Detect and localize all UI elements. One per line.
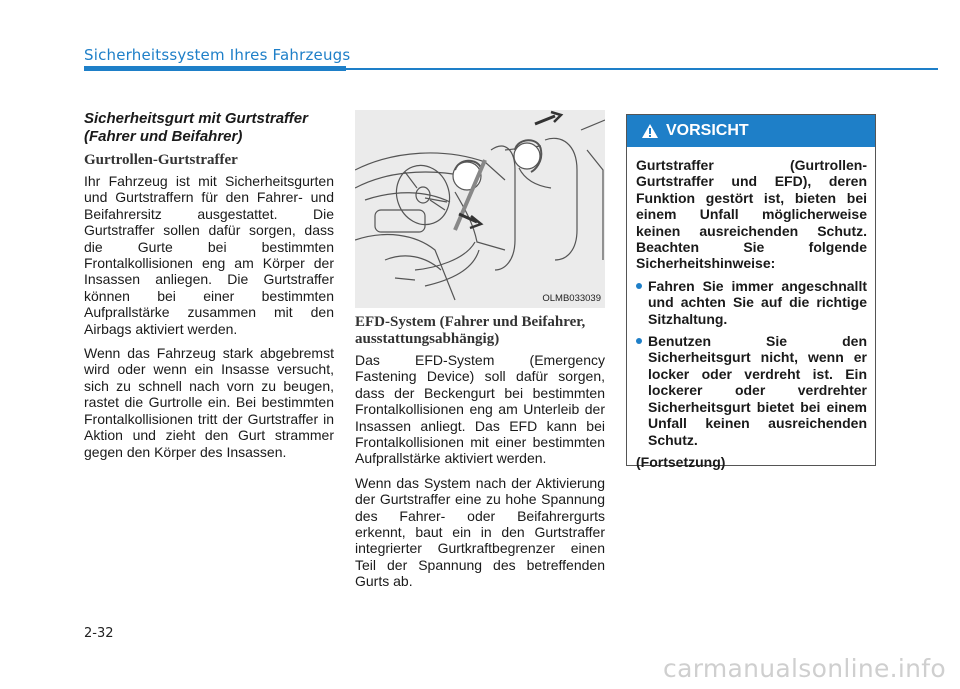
- page-number: 2-32: [84, 626, 114, 641]
- middle-paragraph-1: Das EFD-System (Emergency Fastening Device) soll dafür sorgen, dass der Beckengurt bei bestimmten Frontalkollisionen eng am Unterleib der Insassen anliegt. Das EFD kann bei Frontalkollisionen mit einer bestimmten Aufprallstärke aktiviert werden.: [355, 352, 605, 467]
- header-rule-thick: [84, 66, 346, 71]
- continued-note: (Fortsetzung): [636, 453, 726, 470]
- caution-list: [636, 278, 867, 448]
- caution-title: VORSICHT: [666, 122, 749, 139]
- pretensioner-heading: [84, 110, 334, 146]
- retractor-subheading: Gurtrollen-Gurtstraffer: [84, 152, 238, 168]
- middle-column: [355, 110, 605, 598]
- left-paragraph-2: Wenn das Fahrzeug stark abgebremst wird oder wenn ein Insasse versucht, sich zu schnell nach vorn zu beugen, rastet die Gurtrolle ein. Bei bestimmten Frontalkollisionen tritt der Gurtstraffer in Aktion und zieht den Gurt strammer gegen den Körper des Insassen.: [84, 345, 334, 460]
- pretensioner-heading-line2: (Fahrer und Beifahrer): [84, 128, 243, 145]
- figure-code: OLMB033039: [542, 293, 601, 304]
- left-paragraph-1: Ihr Fahrzeug ist mit Sicherheitsgurten und Gurtstraffern für den Fahrer- und Beifahrersitz ausgestattet. Die Gurtstraffer sollen dafür sorgen, dass die Gurte bei bestimmten Frontalkollisionen eng am Körper der Insassen anliegen. Die Gurtstraffer können bei einer bestimmten Aufprallstärke zusammen mit den Airbags aktiviert werden.: [84, 173, 334, 337]
- pretensioner-heading-line1: Sicherheitsgurt mit Gurtstraffer: [84, 110, 308, 127]
- left-column: [84, 110, 334, 468]
- watermark: carmanualsonline.info: [663, 654, 946, 683]
- header-rule-thin: [346, 68, 938, 70]
- car-interior-drawing: [355, 110, 605, 308]
- caution-body: [627, 147, 875, 470]
- caution-box: [626, 114, 876, 470]
- caution-bullet-1: Fahren Sie immer angeschnallt und achten Sie auf die richtige Sitzhaltung.: [636, 278, 867, 327]
- section-title: Sicherheitssystem Ihres Fahrzeugs: [84, 46, 351, 64]
- caution-header: [627, 115, 875, 147]
- warning-triangle-icon: [641, 123, 659, 139]
- caution-intro: Gurtstraffer (Gurtrollen-Gurtstraffer und EFD), deren Funktion gestört ist, bieten bei einem Unfall möglicherweise keinen ausreichenden Schutz. Beachten Sie folgende Sicherheitshinweise:: [636, 157, 867, 272]
- caution-bullet-2: Benutzen Sie den Sicherheitsgurt nicht, wenn er locker oder verdreht ist. Ein lockerer oder verdrehter Sicherheitsgurt bietet bei einem Unfall keinen ausreichenden Schutz.: [636, 333, 867, 448]
- pretensioner-illustration: [355, 110, 605, 308]
- middle-paragraph-2: Wenn das System nach der Aktivierung der Gurtstraffer eine zu hohe Spannung des Fahrer- oder Beifahrergurts erkennt, baut ein in den Gurtstraffer integrierter Gurtkraftbegrenzer einen Teil der Spannung des betreffenden Gurts ab.: [355, 474, 605, 590]
- efd-heading: EFD-System (Fahrer und Beifahrer, ausstattungsabhängig): [355, 314, 586, 347]
